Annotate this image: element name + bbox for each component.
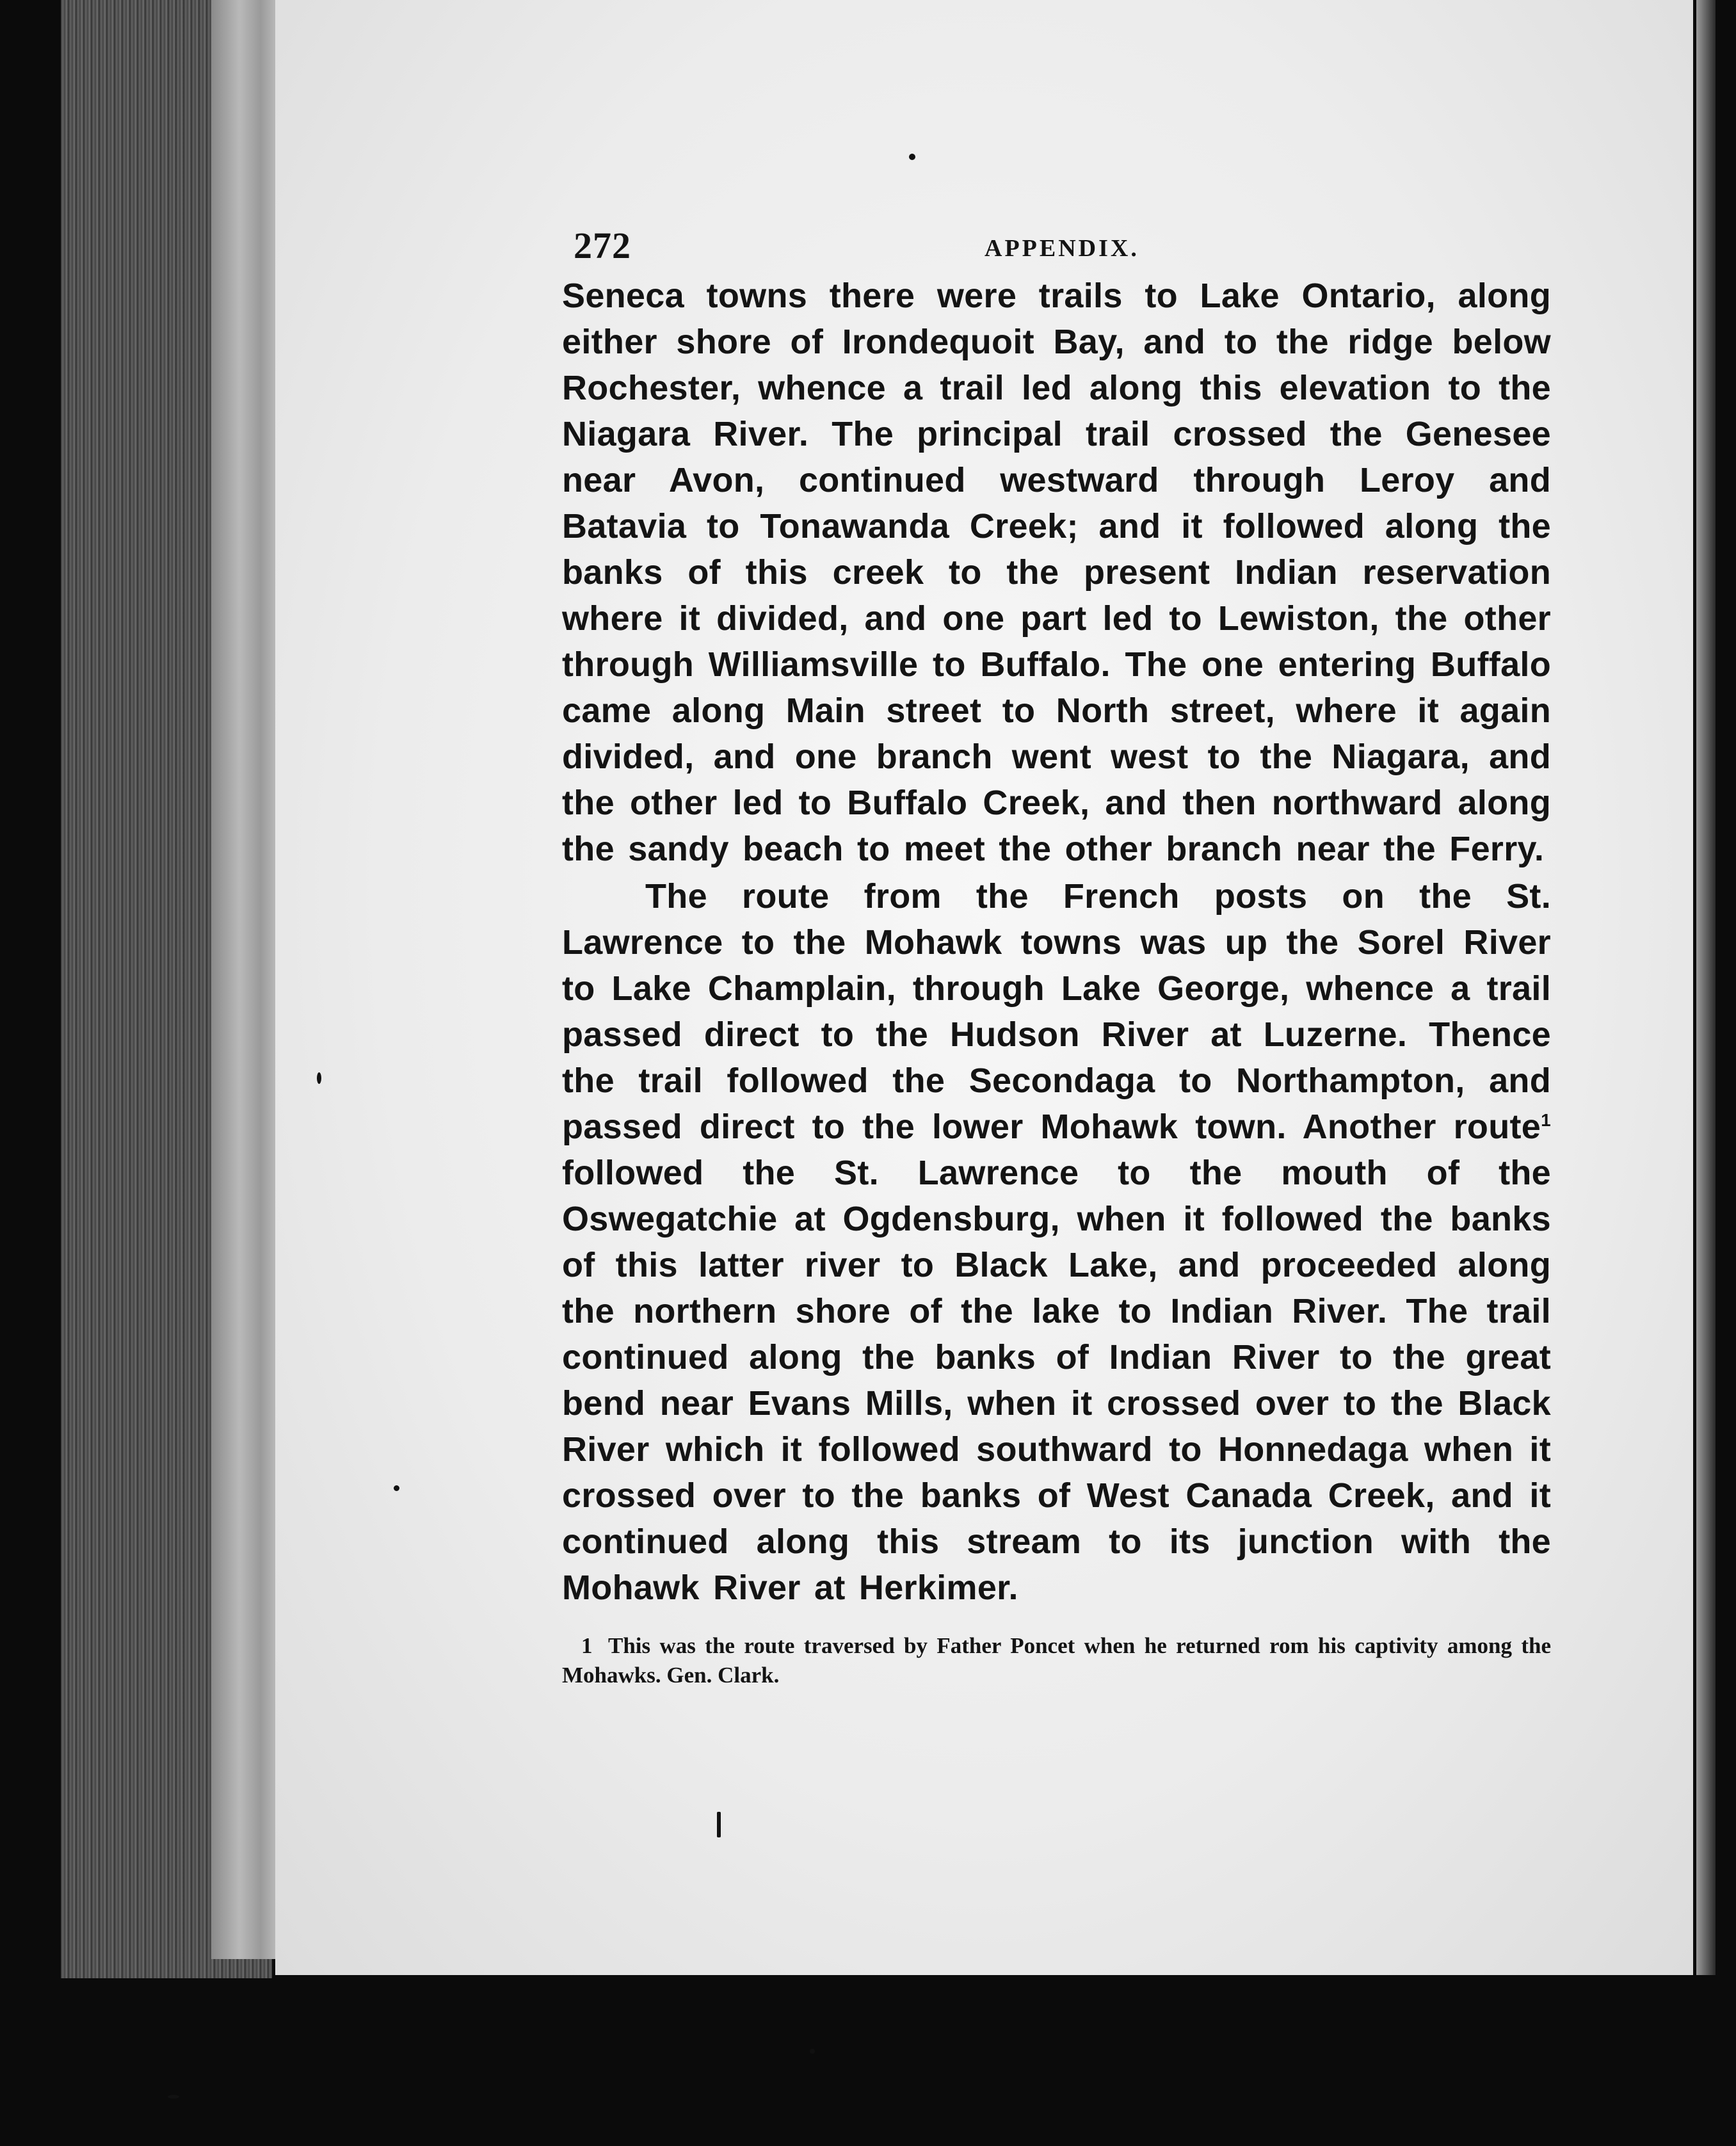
page-header bbox=[562, 224, 1551, 269]
scan-speck bbox=[909, 154, 915, 160]
footnote-marker: 1 bbox=[581, 1633, 593, 1658]
scan-speck bbox=[394, 1485, 399, 1491]
gutter-shadow bbox=[1696, 0, 1716, 1975]
scan-speck bbox=[317, 1072, 321, 1084]
scan-speck bbox=[168, 2095, 179, 2099]
page-content bbox=[562, 224, 1551, 1690]
body-paragraph-2 bbox=[562, 873, 1551, 1611]
running-head: APPENDIX. bbox=[985, 235, 1139, 262]
page-number: 272 bbox=[574, 225, 631, 266]
scan-speck bbox=[717, 1812, 721, 1837]
footnote-text: This was the route traversed by Father Poncet when he returned rom his captivity among the Mohawks. Gen. Clark. bbox=[562, 1633, 1551, 1688]
body-paragraph-1: Seneca towns there were trails to Lake Ontario, along either shore of Irondequoit Bay, and to the ridge below Rochester, whence a trail led along this elevation to the Niagara River. The principal trail crossed the Genesee near Avon, continued westward through Leroy and Batavia to Tonawanda Creek; and it followed along the banks of this creek to the present Indian reservation where it divided, and one part led to Lewiston, the other through Williamsville to Buffalo. The one entering Buffalo came along Main street to North street, where it again divided, and one branch went west to the Niagara, and the other led to Buffalo Creek, and then northward along the sandy beach to meet the other branch near the Ferry. bbox=[562, 277, 1551, 868]
page-edge-highlight bbox=[211, 0, 282, 1959]
footnote bbox=[562, 1631, 1551, 1690]
paragraph-2-text-start: The route from the French posts on the St. Lawrence to the Mohawk towns was up the Sorel River to Lake Champlain, through Lake George, whence a trail passed direct to the Hudson River at Luzerne. Thence the trail followed the Secondaga to Northampton, and passed direct to the lower Mohawk town. Another route bbox=[562, 877, 1551, 1146]
paragraph-2-text-end: followed the St. Lawrence to the mouth of the Oswegatchie at Ogdensburg, when it followed the banks of this latter river to Black Lake, and proceeded along the northern shore of the lake to Indian River. The trail continued along the banks of Indian River to the great bend near Evans Mills, when it crossed over to the Black River which it followed southward to Honnedaga when it crossed over to the banks of West Canada Creek, and it continued along this stream to its junction with the Mohawk River at Herkimer. bbox=[562, 1154, 1551, 1607]
scan-speck bbox=[810, 2049, 815, 2054]
footnote-reference: 1 bbox=[1541, 1110, 1551, 1130]
